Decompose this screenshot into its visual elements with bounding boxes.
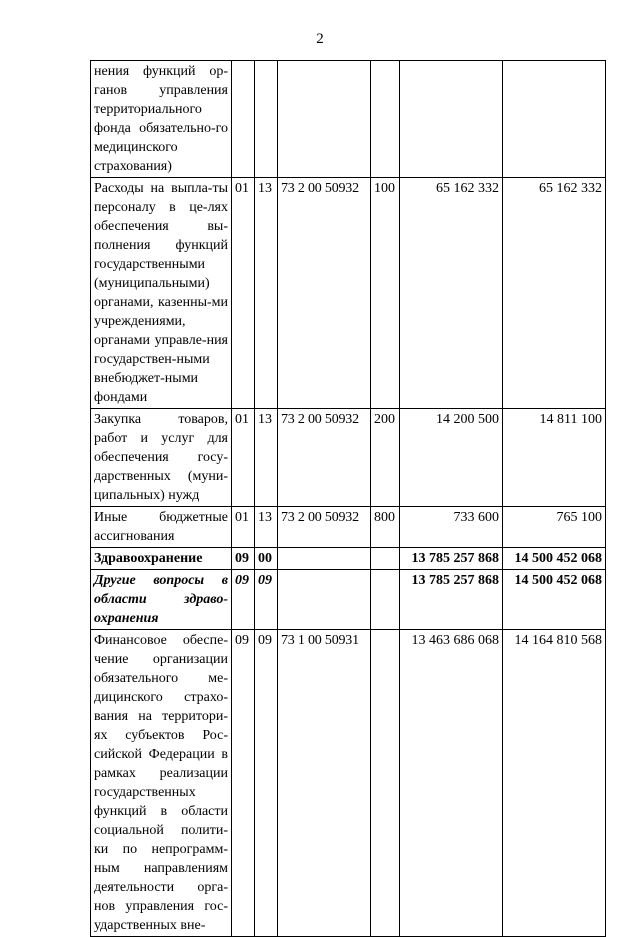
table-row [91, 630, 606, 937]
row-name: Другие вопросы в области здраво-охранения [91, 570, 232, 630]
row-target-article: 73 2 00 50932 [278, 178, 371, 409]
row-expense-type [371, 61, 400, 178]
row-name: Расходы на выпла-ты персоналу в це-лях обеспечения вы-полнения функций государственными (муниципальными) органами, казенны-ми учреждениями, органами управле-ния государствен-ными внебюджет-ными фондами [91, 178, 232, 409]
row-name: Здравоохранение [91, 548, 232, 570]
row-section-code: 09 [232, 548, 255, 570]
row-subsection-code: 13 [255, 409, 278, 507]
row-expense-type [371, 548, 400, 570]
table-row [91, 548, 606, 570]
table-row [91, 507, 606, 548]
row-amount-year1 [400, 61, 503, 178]
budget-table [90, 60, 606, 937]
row-target-article: 73 2 00 50932 [278, 507, 371, 548]
row-subsection-code: 13 [255, 178, 278, 409]
row-subsection-code: 00 [255, 548, 278, 570]
row-section-code: 09 [232, 570, 255, 630]
row-amount-year2 [503, 61, 606, 178]
row-target-article [278, 61, 371, 178]
row-target-article [278, 570, 371, 630]
row-expense-type: 200 [371, 409, 400, 507]
row-amount-year2: 65 162 332 [503, 178, 606, 409]
row-amount-year1: 13 785 257 868 [400, 548, 503, 570]
row-section-code [232, 61, 255, 178]
page-number: 2 [316, 31, 324, 47]
row-amount-year2: 14 500 452 068 [503, 570, 606, 630]
row-subsection-code [255, 61, 278, 178]
row-target-article [278, 548, 371, 570]
row-section-code: 01 [232, 507, 255, 548]
row-amount-year2: 14 500 452 068 [503, 548, 606, 570]
row-amount-year1: 13 785 257 868 [400, 570, 503, 630]
row-expense-type [371, 570, 400, 630]
row-section-code: 01 [232, 178, 255, 409]
row-expense-type [371, 630, 400, 937]
row-name: нения функций ор-ганов управления территориального фонда обязательно-го медицинского страхования) [91, 61, 232, 178]
table-row [91, 61, 606, 178]
row-expense-type: 100 [371, 178, 400, 409]
row-section-code: 09 [232, 630, 255, 937]
row-subsection-code: 13 [255, 507, 278, 548]
table-row [91, 178, 606, 409]
row-amount-year1: 733 600 [400, 507, 503, 548]
table-row [91, 570, 606, 630]
row-amount-year2: 14 164 810 568 [503, 630, 606, 937]
row-name: Закупка товаров, работ и услуг для обеспечения госу-дарственных (муни-ципальных) нужд [91, 409, 232, 507]
row-section-code: 01 [232, 409, 255, 507]
row-amount-year1: 65 162 332 [400, 178, 503, 409]
table-row [91, 409, 606, 507]
row-target-article: 73 2 00 50932 [278, 409, 371, 507]
row-amount-year2: 14 811 100 [503, 409, 606, 507]
row-amount-year1: 14 200 500 [400, 409, 503, 507]
row-amount-year1: 13 463 686 068 [400, 630, 503, 937]
row-subsection-code: 09 [255, 570, 278, 630]
row-subsection-code: 09 [255, 630, 278, 937]
row-expense-type: 800 [371, 507, 400, 548]
row-name: Иные бюджетные ассигнования [91, 507, 232, 548]
row-target-article: 73 1 00 50931 [278, 630, 371, 937]
row-name: Финансовое обеспе-чение организации обязательного ме-дицинского страхо-вания на территори-ях субъектов Рос-сийской Федерации в рамках реализации государственных функций в области социальной полити-ки по непрограмм-ным направлениям деятельности орга-нов управления гос-ударственных вне- [91, 630, 232, 937]
row-amount-year2: 765 100 [503, 507, 606, 548]
